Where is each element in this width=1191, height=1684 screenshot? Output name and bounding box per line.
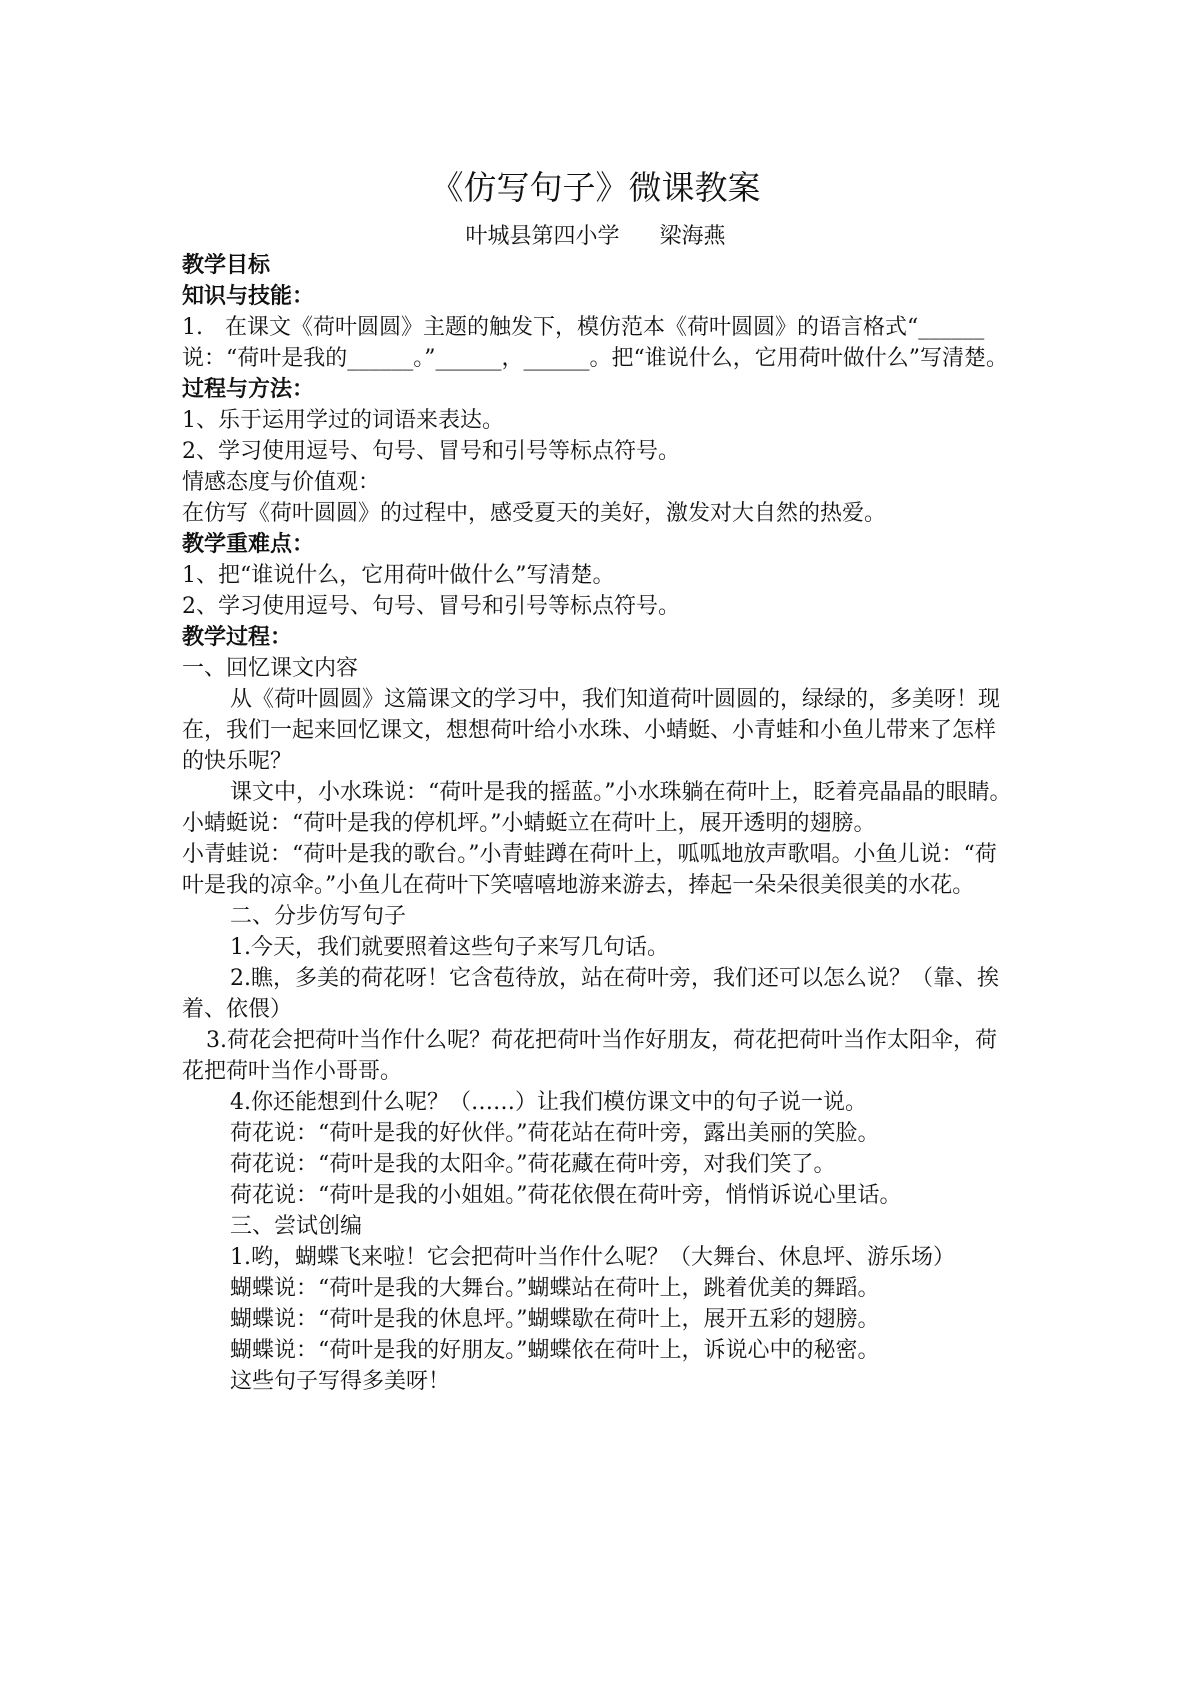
step-heading-3: 三、尝试创编 [230, 1214, 363, 1239]
subheading-attitude-values: 情感态度与价值观： [182, 470, 381, 495]
paragraph-recall-3: 小青蛙说：“荷叶是我的歌台。”小青蛙蹲在荷叶上，呱呱地放声歌唱。小鱼儿说：“荷叶是我的凉伞。”小鱼儿在荷叶下笑嘻嘻地游来游去，捧起一朵朵很美很美的水花。 [182, 842, 997, 898]
closing-remark: 这些句子写得多美呀！ [230, 1369, 451, 1394]
paragraph-key-1: 1、把“谁说什么，它用荷叶做什么”写清楚。 [182, 563, 615, 588]
section-heading-teaching-goals: 教学目标 [182, 253, 271, 278]
example-butterfly-1: 蝴蝶说：“荷叶是我的大舞台。”蝴蝶站在荷叶上，跳着优美的舞蹈。 [230, 1276, 880, 1301]
example-lotus-2: 荷花说：“荷叶是我的太阳伞。”荷花藏在荷叶旁，对我们笑了。 [230, 1152, 836, 1177]
paragraph-key-2: 2、学习使用逗号、句号、冒号和引号等标点符号。 [182, 594, 680, 619]
author-name: 梁海燕 [659, 224, 726, 249]
author-line [0, 222, 1191, 252]
step-heading-2: 二、分步仿写句子 [230, 904, 407, 929]
example-lotus-1: 荷花说：“荷叶是我的好伙伴。”荷花站在荷叶旁，露出美丽的笑脸。 [230, 1121, 880, 1146]
paragraph-method-1: 1、乐于运用学过的词语来表达。 [182, 408, 504, 433]
paragraph-recall-2: 课文中，小水珠说：“荷叶是我的摇蓝。”小水珠躺在荷叶上，眨着亮晶晶的眼睛。小蜻蜓说：“荷叶是我的停机坪。”小蜻蜓立在荷叶上，展开透明的翅膀。 [182, 780, 1012, 836]
subheading-process-method: 过程与方法： [182, 377, 315, 402]
paragraph-step2-3: 3.荷花会把荷叶当作什么呢？荷花把荷叶当作好朋友，荷花把荷叶当作太阳伞，荷花把荷叶当作小哥哥。 [182, 1028, 997, 1084]
example-butterfly-3: 蝴蝶说：“荷叶是我的好朋友。”蝴蝶依在荷叶上，诉说心中的秘密。 [230, 1338, 880, 1363]
paragraph-method-2: 2、学习使用逗号、句号、冒号和引号等标点符号。 [182, 439, 680, 464]
section-heading-process: 教学过程： [182, 625, 293, 650]
paragraph-step2-1: 1.今天，我们就要照着这些句子来写几句话。 [230, 935, 669, 960]
step-heading-1: 一、回忆课文内容 [182, 656, 359, 681]
paragraph-recall-1: 从《荷叶圆圆》这篇课文的学习中，我们知道荷叶圆圆的，绿绿的，多美呀！现在，我们一起来回忆课文，想想荷叶给小水珠、小蜻蜓、小青蛙和小鱼儿带来了怎样的快乐呢？ [182, 687, 1001, 774]
school-name: 叶城县第四小学 [465, 224, 620, 249]
paragraph-attitude: 在仿写《荷叶圆圆》的过程中，感受夏天的美好，激发对大自然的热爱。 [182, 501, 887, 526]
section-heading-key-points: 教学重难点： [182, 532, 315, 557]
example-butterfly-2: 蝴蝶说：“荷叶是我的休息坪。”蝴蝶歇在荷叶上，展开五彩的翅膀。 [230, 1307, 880, 1332]
paragraph-goal-1: 1. 在课文《荷叶圆圆》主题的触发下，模仿范本《荷叶圆圆》的语言格式“______说：“荷叶是我的______。”______，______。把“谁说什么，它用荷叶做什么”写清楚。 [182, 315, 1008, 371]
paragraph-step2-2: 2.瞧，多美的荷花呀！它含苞待放，站在荷叶旁，我们还可以怎么说？（靠、挨着、依偎） [182, 966, 999, 1022]
example-lotus-3: 荷花说：“荷叶是我的小姐姐。”荷花依偎在荷叶旁，悄悄诉说心里话。 [230, 1183, 902, 1208]
document-title: 《仿写句子》微课教案 [430, 168, 761, 207]
document-body [182, 250, 1012, 1397]
subheading-knowledge-skills: 知识与技能： [182, 284, 315, 309]
paragraph-step3-1: 1.哟，蝴蝶飞来啦！它会把荷叶当作什么呢？（大舞台、休息坪、游乐场） [230, 1245, 955, 1270]
paragraph-step2-4: 4.你还能想到什么呢？（……）让我们模仿课文中的句子说一说。 [230, 1090, 867, 1115]
